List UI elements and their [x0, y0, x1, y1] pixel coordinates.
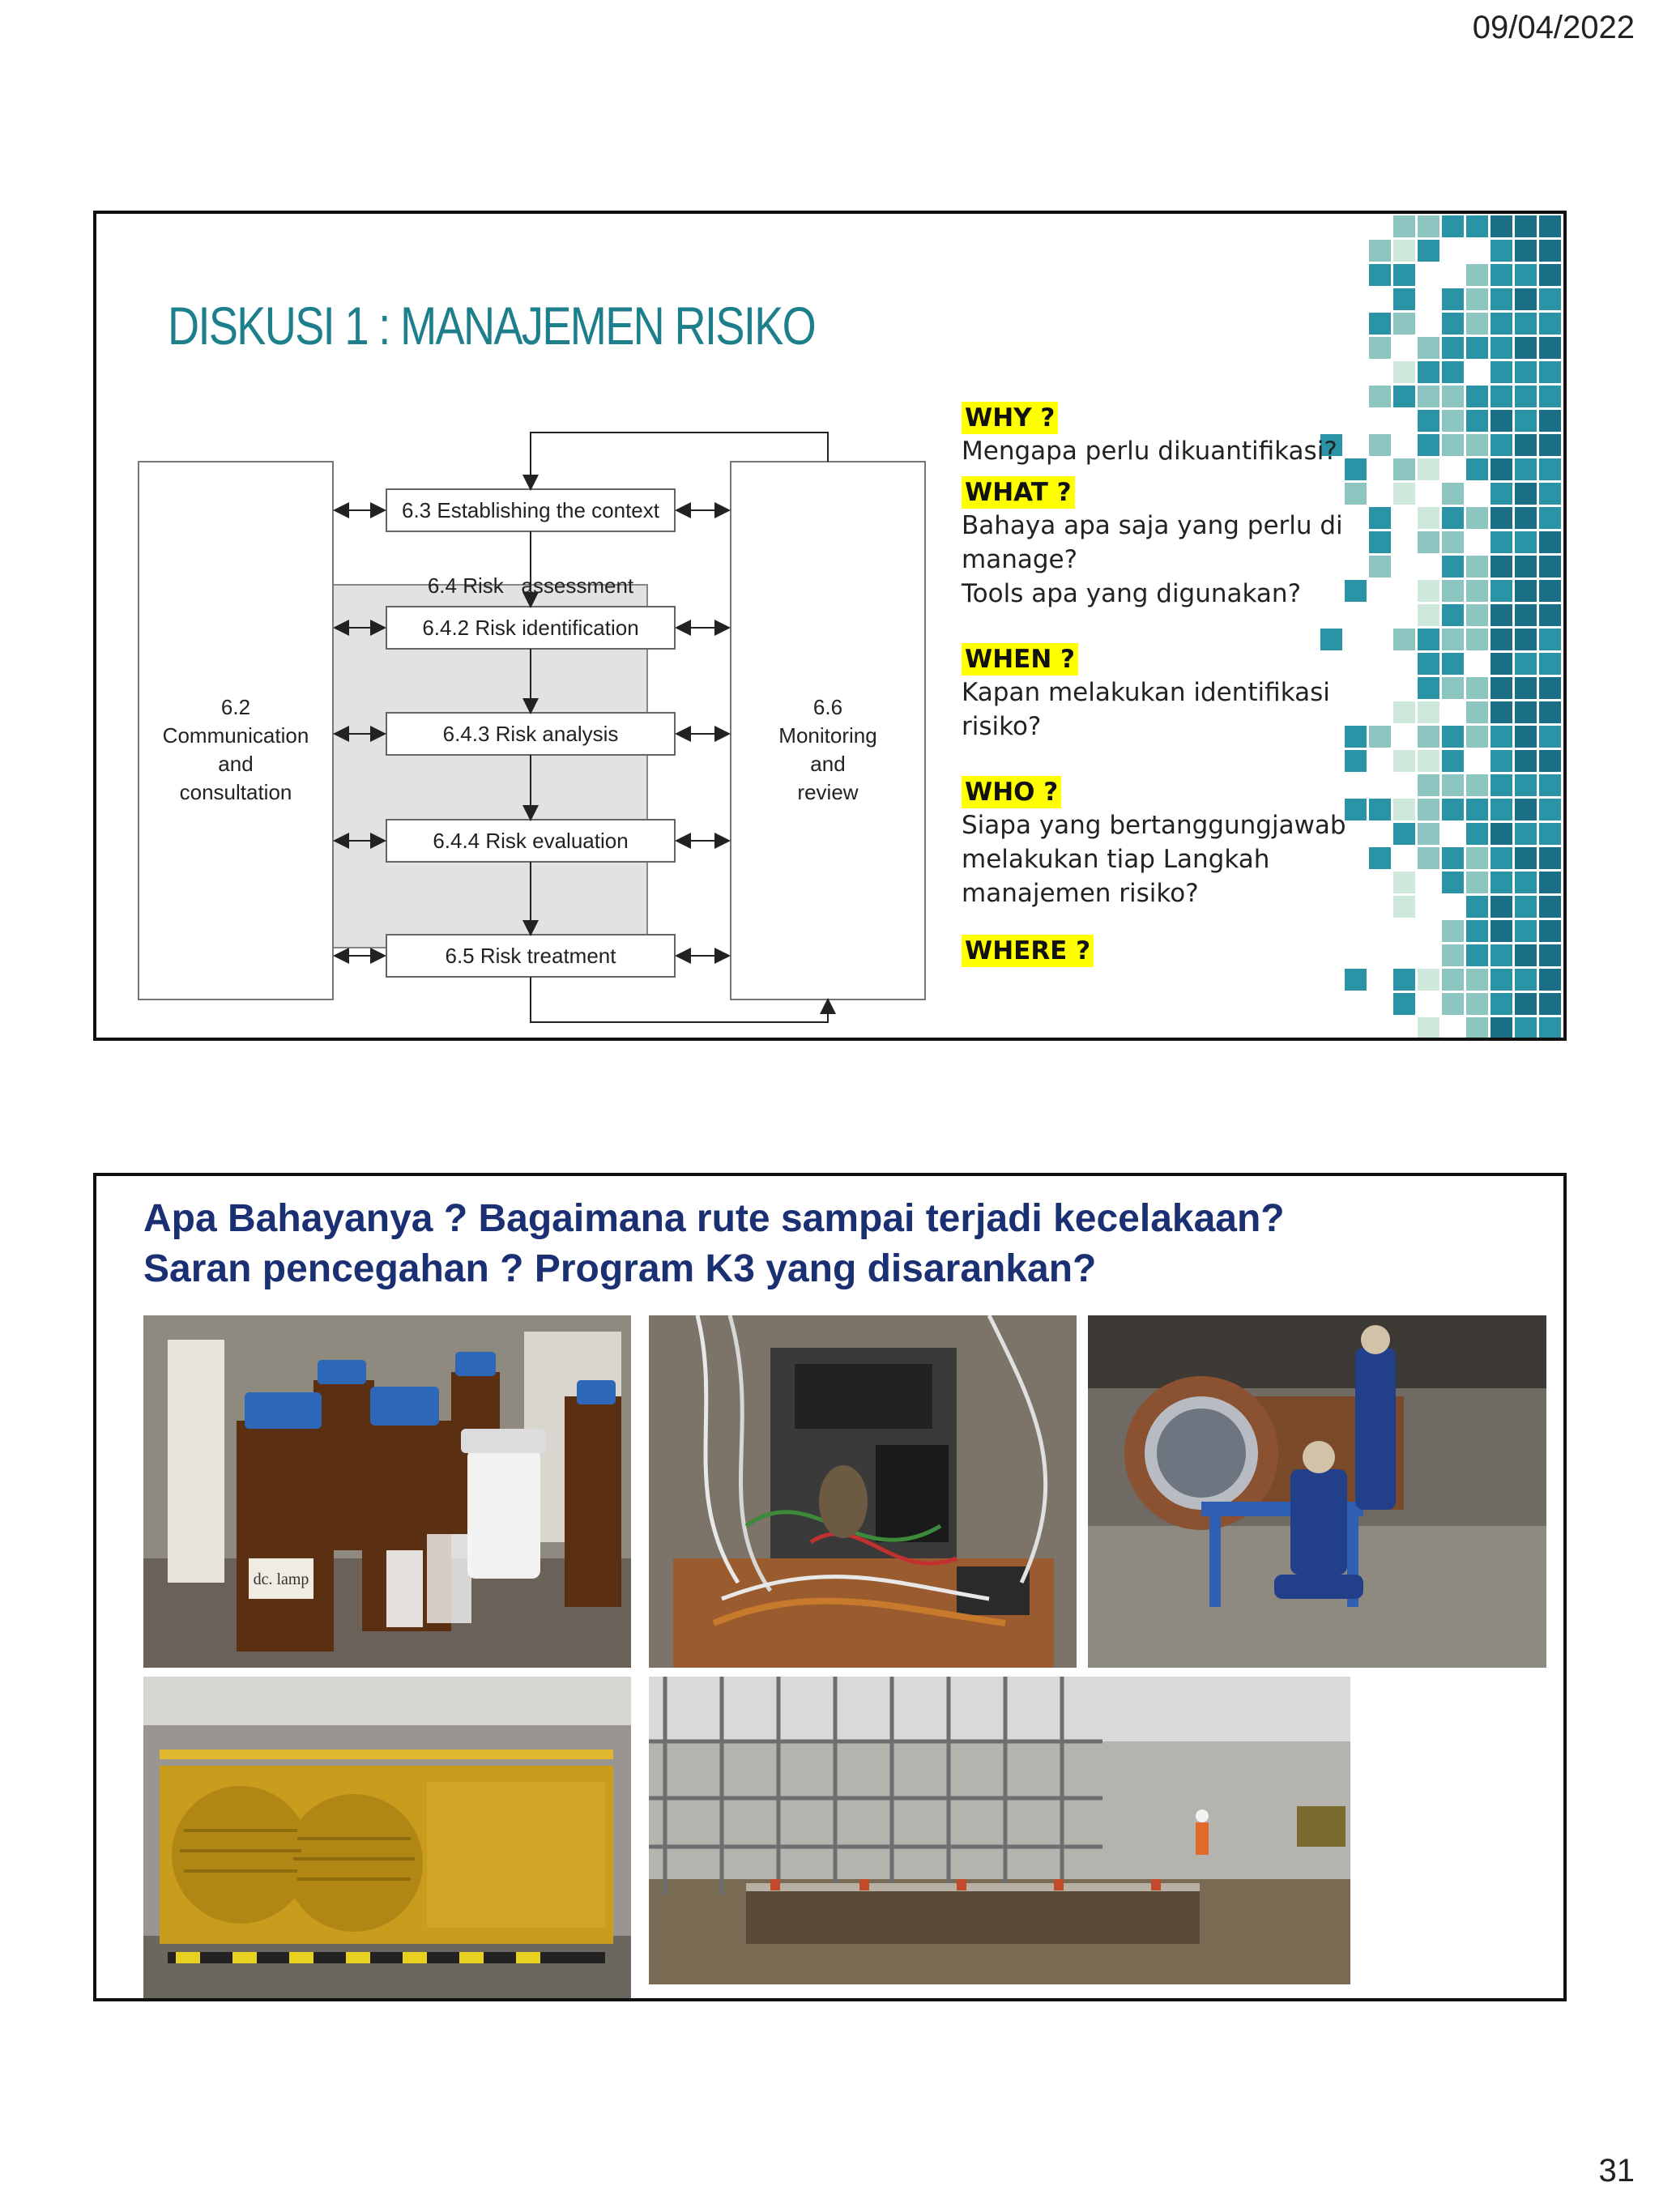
slide-hazard-discussion [93, 1173, 1567, 2001]
generator-room-photo [143, 1677, 631, 2001]
question-who [962, 768, 1415, 910]
communication-label-2: Communication [162, 723, 309, 748]
question-what-label: WHAT ? [962, 476, 1075, 509]
question-where-label: WHERE ? [962, 935, 1094, 967]
pipe-welding-photo [1088, 1315, 1546, 1668]
slide-title-line-2: Saran pencegahan ? Program K3 yang disarankan? [143, 1247, 1097, 1290]
question-why-text: Mengapa perlu dikuantifikasi? [962, 437, 1337, 466]
risk-management-flow-diagram [137, 392, 963, 1032]
question-why-label: WHY ? [962, 402, 1058, 434]
page-date: 09/04/2022 [1472, 10, 1635, 45]
scaffolding-site-photo [649, 1677, 1350, 1984]
questions-list [962, 394, 1415, 967]
question-what [962, 468, 1415, 611]
question-what-text: Bahaya apa saja yang perlu di manage? Tools apa yang digunakan? [962, 511, 1343, 608]
electrical-panel-photo [649, 1315, 1077, 1668]
communication-label-3: and [218, 752, 254, 776]
monitoring-label-4: review [797, 780, 859, 804]
slide-title [143, 1194, 1285, 1294]
monitoring-label-3: and [810, 752, 846, 776]
page-number: 31 [1598, 2153, 1635, 2189]
slide-title: DISKUSI 1 : MANAJEMEN RISIKO [168, 296, 816, 356]
slide-risk-management [93, 211, 1567, 1041]
question-where [962, 927, 1415, 967]
context-label: 6.3 Establishing the context [402, 498, 659, 522]
question-when [962, 635, 1415, 744]
chemical-bottles-photo [143, 1315, 631, 1668]
communication-label-1: 6.2 [220, 695, 251, 719]
treatment-label: 6.5 Risk treatment [445, 944, 616, 968]
monitoring-label-1: 6.6 [812, 695, 843, 719]
question-when-text: Kapan melakukan identifikasi risiko? [962, 678, 1330, 741]
identification-label: 6.4.2 Risk identification [422, 616, 639, 640]
communication-label-4: consultation [179, 780, 292, 804]
question-who-text: Siapa yang bertanggungjawab melakukan tiap Langkah manajemen risiko? [962, 811, 1346, 908]
bottle-label: dc. lamp [253, 1571, 309, 1588]
question-when-label: WHEN ? [962, 643, 1078, 676]
evaluation-label: 6.4.4 Risk evaluation [433, 829, 629, 853]
analysis-label: 6.4.3 Risk analysis [442, 722, 619, 746]
question-why [962, 394, 1415, 468]
monitoring-label-2: Monitoring [778, 723, 877, 748]
assessment-label: 6.4 Risk assessment [427, 573, 634, 598]
question-who-label: WHO ? [962, 776, 1061, 808]
slide-title-line-1: Apa Bahayanya ? Bagaimana rute sampai terjadi kecelakaan? [143, 1197, 1285, 1240]
